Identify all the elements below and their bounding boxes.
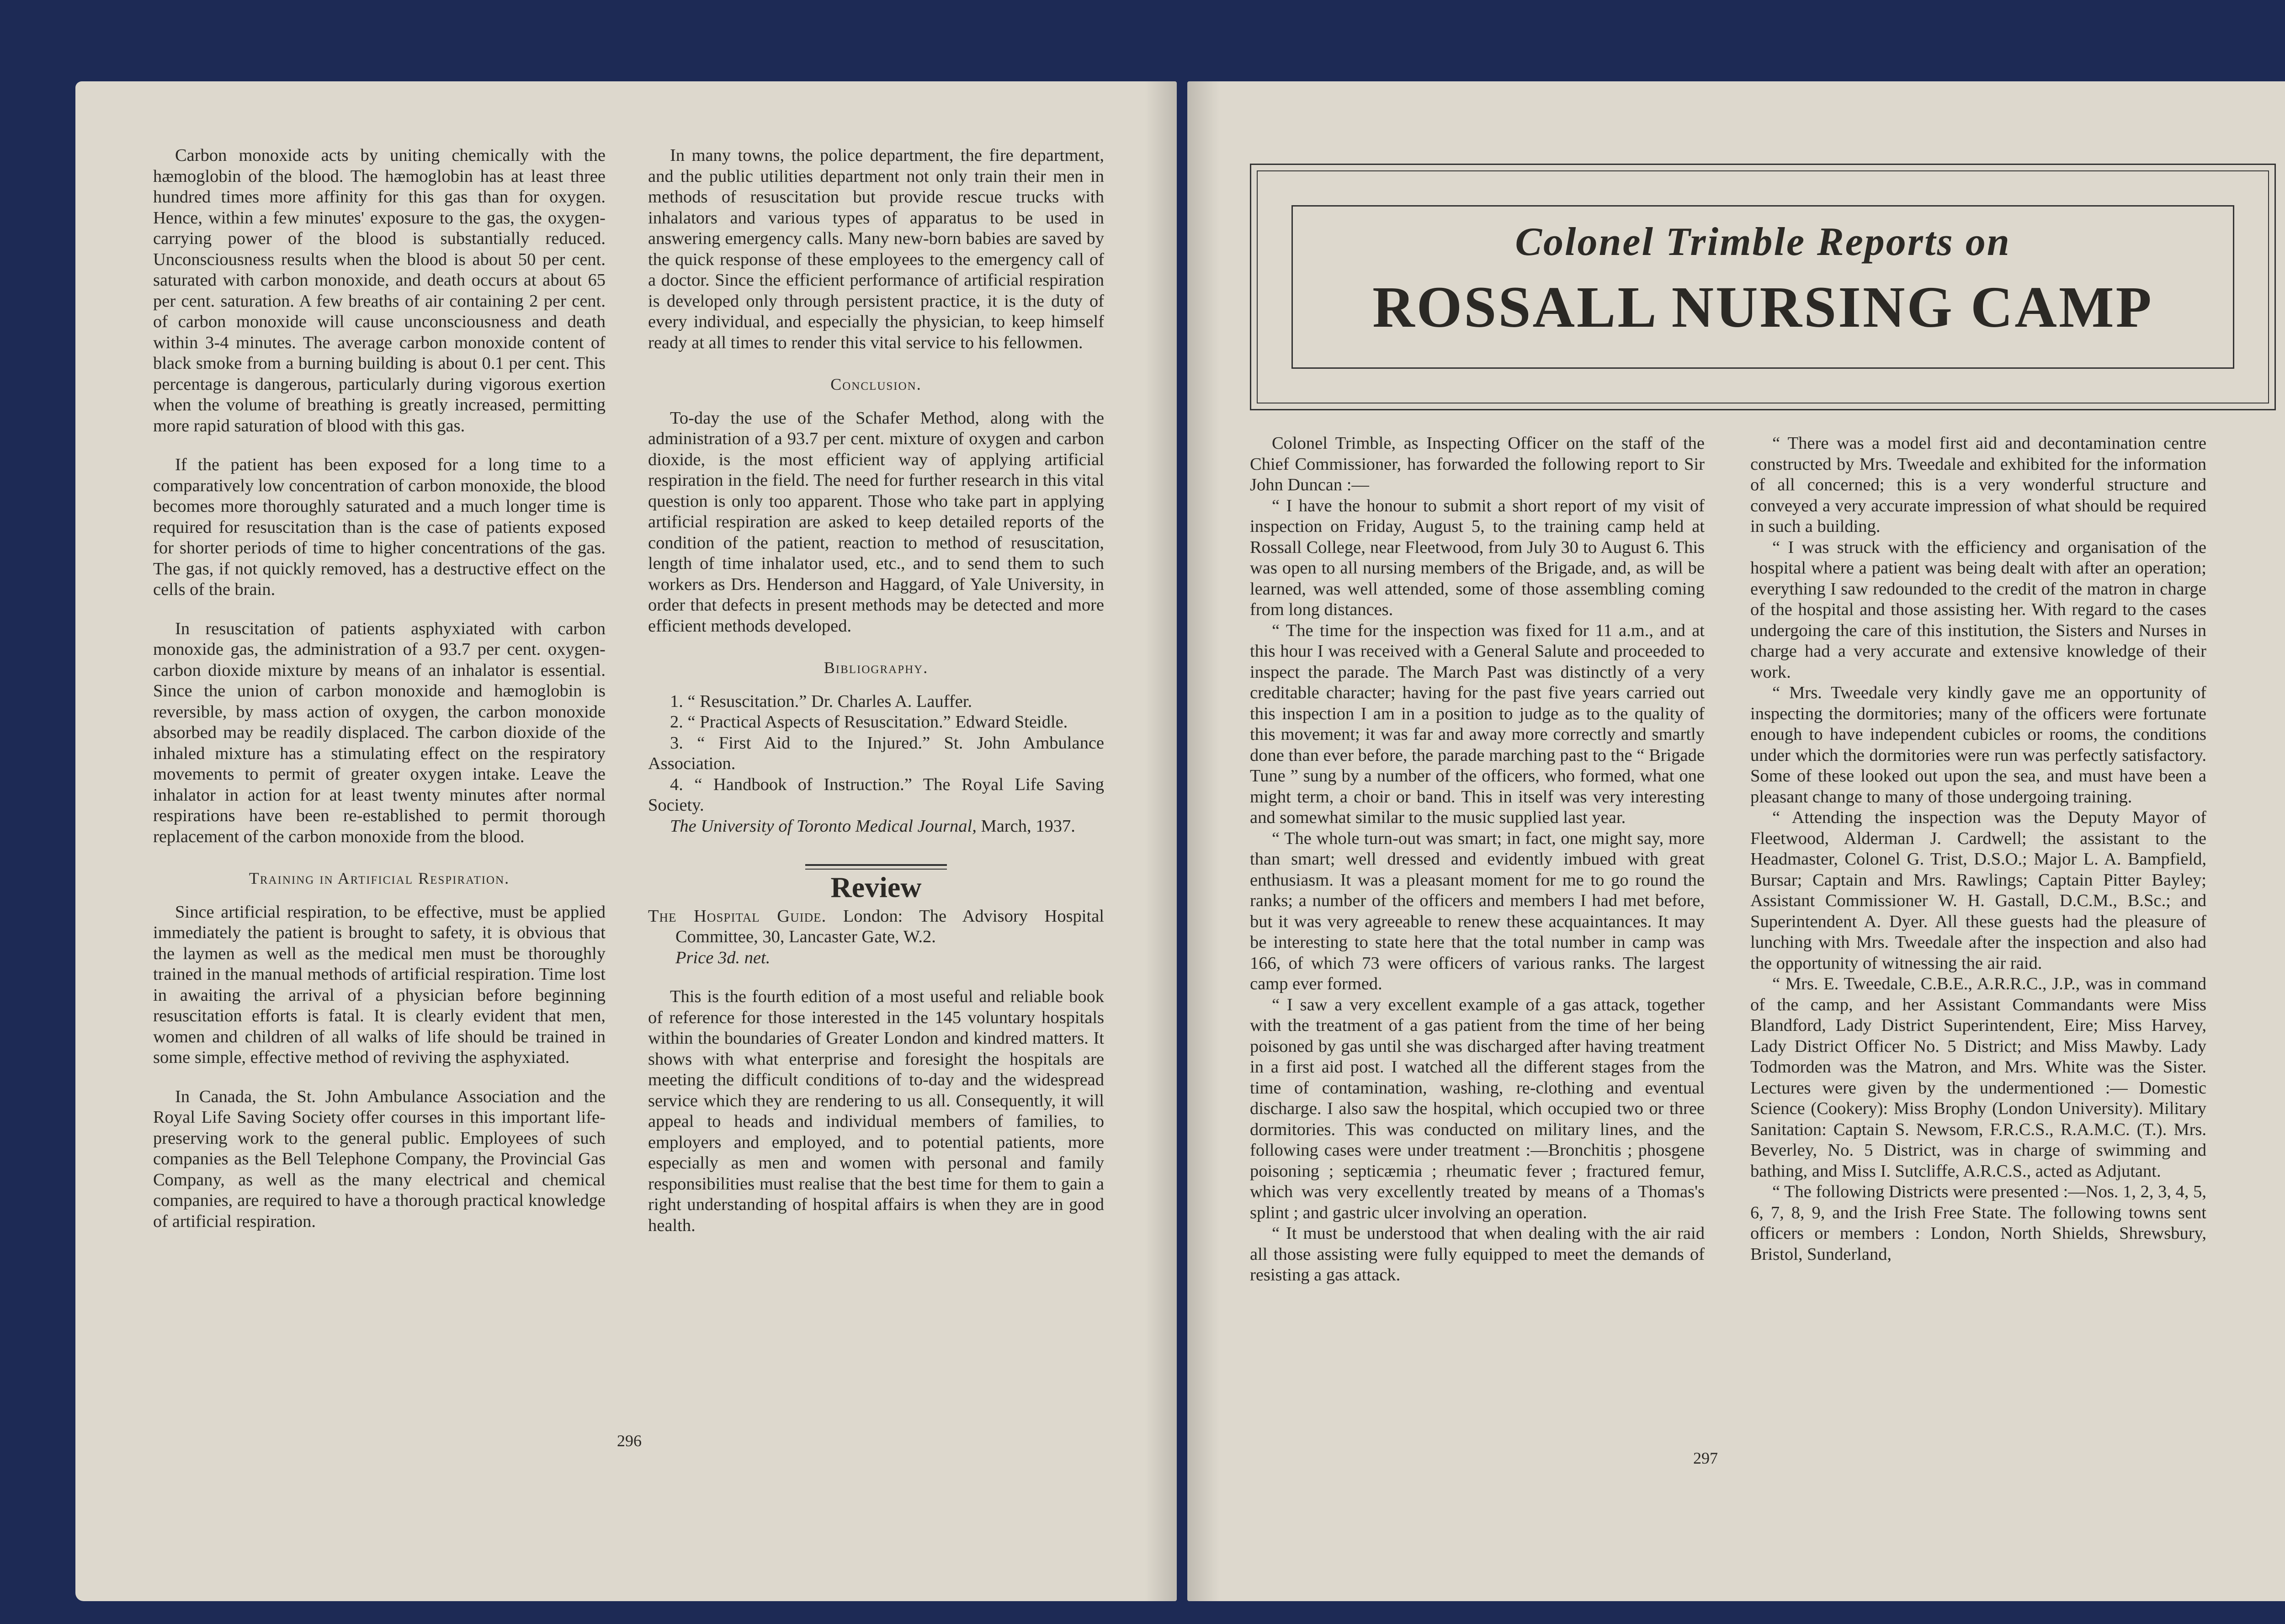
review-book-citation — [648, 906, 1104, 969]
paragraph: “ Mrs. Tweedale very kindly gave me an opportunity of inspecting the dormitories; many of the officers were fortunate enough to have independent cubicles or rooms, the conditions under which the dormitories were run was perfectly satisfactory. Some of these looked out upon the sea, and must have been a pleasant change to many of those undergoing training. — [1750, 683, 2206, 807]
source-citation — [648, 816, 1104, 837]
gutter-shadow — [1187, 81, 1219, 1601]
paragraph: “ There was a model first aid and decontamination centre constructed by Mrs. Tweedale and exhibited for the information of all concerned; this is a very wonderful structure and conveyed a very accurate impression of what should be required in such a building. — [1750, 434, 2206, 536]
paragraph: In resuscitation of patients asphyxiated with carbon monoxide gas, the administration of a 93.7 per cent. oxygen-carbon dioxide mixture by means of an inhalator is essential. Since the union of carbon monoxide and hæmoglobin is reversible, by mass action of oxygen, the carbon monoxide absorbed may be readily displaced. The carbon dioxide of the inhaled mixture has a stimulating effect on the respiratory movements to permit of greater oxygen intake. Leave the inhalator in action for at least twenty minutes after normal respirations have been re-established to permit thorough replacement of the carbon monoxide from the blood. — [153, 619, 606, 846]
paragraph: This is the fourth edition of a most useful and reliable book of reference for those interested in the 145 voluntary hospitals within the boundaries of Greater London and kindred matters. It shows with what enterprise and foresight the hospitals are meeting the difficult conditions of to-day and the widespread service which they are rendering to us all. Consequently, it will appeal to heads and individual members of families, to employers and employed, and to potential patients, more especially as men and women with personal and family responsibilities must realise that the best time for them to gain a right understanding of hospital affairs is when they are in good health. — [648, 987, 1104, 1235]
section-heading: Training in Artificial Respiration. — [249, 869, 510, 887]
paragraph: “ It must be understood that when dealing with the air raid all those assisting were fully equipped to meet the demands of resisting a gas attack. — [1250, 1224, 1705, 1284]
left-column-2 — [648, 145, 1104, 1236]
paragraph: Colonel Trimble, as Inspecting Officer on the staff of the Chief Commissioner, has forwarded the following report to Sir John Duncan :— — [1250, 434, 1705, 494]
paragraph: “ I have the honour to submit a short report of my visit of inspection on Friday, August 5, to the training camp held at Rossall College, near Fleetwood, from July 30 to August 6. This was open to all nursing members of the Brigade, and, as will be learned, was well attended, some of those assembling coming from long distances. — [1250, 496, 1705, 619]
bibliography — [648, 691, 1104, 837]
gutter-shadow — [1145, 81, 1177, 1601]
paragraph: “ I saw a very excellent example of a gas attack, together with the treatment of a gas patient from the time of her being poisoned by gas until she was discharged after having treatment in a first aid post. I watched all the different stages from the time of contamination, washing, re-clothing and eventual discharge. I also saw the hospital, which occupied two or three dormitories. This was conducted on military lines, and the following cases were under treatment :—Bronchitis ; phosgene poisoning ; septicæmia ; rheumatic fever ; fractured femur, which was very excellently treated by means of a Thomas's splint ; and gastric ulcer involving an operation. — [1250, 995, 1705, 1222]
article-title-box — [1250, 164, 2276, 410]
paragraph: “ Mrs. E. Tweedale, C.B.E., A.R.R.C., J.P., was in command of the camp, and her Assistant Commandants were Miss Blandford, Lady District Superintendent, Eire; Miss Harvey, Lady District Officer No. 5 District; and Miss Mawby. Lady Todmorden was the Matron, and Mrs. White was the Sister. Lectures were given by the undermentioned :— Domestic Science (Cookery): Miss Brophy (London University). Military Sanitation: Captain S. Newsom, F.R.C.S., R.A.M.C. (T.). Mrs. Beverley, No. 5 District, was in charge of swimming and bathing, and Miss I. Sutcliffe, A.R.C.S., acted as Adjutant. — [1750, 974, 2206, 1181]
section-heading: Conclusion. — [830, 375, 922, 393]
page-number: 297 — [1693, 1449, 1718, 1467]
left-column-1 — [153, 145, 606, 1232]
source-date: March, 1937. — [976, 816, 1075, 836]
right-column-1 — [1250, 433, 1705, 1286]
publisher: London: The Advisory Hospital Committee, 30, Lancaster Gate, W.2. — [675, 906, 1104, 946]
paragraph: To-day the use of the Schafer Method, along with the administration of a 93.7 per cent. mixture of oxygen and carbon dioxide, is the most efficient way of applying artificial respiration in the field. The need for further research in this vital question is only too apparent. Those who take part in applying artificial respiration are asked to keep detailed reports of the condition of the patient, reaction to method of resuscitation, length of time inhalator used, etc., and to send them to such workers as Drs. Henderson and Haggard, of Yale University, in order that defects in present methods may be detected and more efficient methods developed. — [648, 408, 1104, 636]
paragraph: “ The whole turn-out was smart; in fact, one might say, more than smart; well dressed and evidently imbued with great enthusiasm. It was a pleasant moment for me to go round the ranks; a number of the officers and members I had met before, but it was very agreeable to renew these acquaintances. It may be interesting to state here that the total number in camp was 166, of which 73 were officers of various ranks. The largest camp ever formed. — [1250, 828, 1705, 993]
paragraph: If the patient has been exposed for a long time to a comparatively low concentration of carbon monoxide, the blood becomes more thoroughly saturated and a much longer time is required for resuscitation than is the case of patients exposed for shorter periods of time to higher concentrations of the gas. The gas, if not quickly removed, has a destructive effect on the cells of the brain. — [153, 455, 606, 599]
paragraph: Carbon monoxide acts by uniting chemically with the hæmoglobin of the blood. The hæmoglobin has at least three hundred times more affinity for this gas than for oxygen. Hence, within a few minutes' exposure to the gas, the oxygen-carrying power of the blood is substantially reduced. Unconsciousness results when the blood is about 50 per cent. saturated with carbon monoxide, and death occurs at about 65 per cent. saturation. A few breaths of air containing 2 per cent. of carbon monoxide will cause unconsciousness and death within 3-4 minutes. The average carbon monoxide content of black smoke from a burning building is about 0.1 per cent. This percentage is dangerous, particularly during vigorous exertion when the volume of breathing is greatly increased, permitting more rapid saturation of blood with this gas. — [153, 146, 606, 435]
divider — [805, 864, 947, 870]
paragraph: Since artificial respiration, to be effective, must be applied immediately the patient is brought to safety, it is obvious that the laymen as well as the medical men must be thoroughly trained in the manual methods of artificial respiration. Time lost in awaiting the arrival of a physician before beginning resuscitation efforts is fatal. It is clearly evident that men, women and children of all walks of life should be trained in some simple, effective method of reviving the asphyxiated. — [153, 902, 606, 1067]
paragraph: In many towns, the police department, the fire department, and the public utilities department not only train their men in methods of resuscitation but provide rescue trucks with inhalators and various types of apparatus to be used in answering emergency calls. Many new-born babies are saved by the quick response of these employees to the emergency call of a doctor. Since the efficient performance of artificial respiration is developed only through persistent practice, it is the duty of every individual, and especially the physician, to keep himself ready at all times to render this vital service to his fellowmen. — [648, 146, 1104, 352]
book-title: The Hospital Guide. — [648, 906, 827, 926]
bibliography-item: 4. “ Handbook of Instruction.” The Royal Life Saving Society. — [648, 775, 1104, 815]
article-kicker: Colonel Trimble Reports on — [1515, 220, 2011, 264]
section-heading: Bibliography. — [824, 658, 929, 677]
article-headline: ROSSALL NURSING CAMP — [1372, 275, 2153, 340]
bibliography-item: 3. “ First Aid to the Injured.” St. John Ambulance Association. — [648, 733, 1104, 773]
source-journal: The University of Toronto Medical Journal, — [670, 816, 977, 836]
paragraph: “ I was struck with the efficiency and organisation of the hospital where a patient was being dealt with after an operation; everything I saw redounded to the credit of the matron in charge of the hospital and those assisting her. With regard to the cases undergoing the care of this institution, the Sisters and Nurses in charge had a very accurate and extensive knowledge of their work. — [1750, 537, 2206, 682]
bibliography-item: 2. “ Practical Aspects of Resuscitation.” Edward Steidle. — [670, 712, 1068, 732]
page-number: 296 — [617, 1432, 642, 1450]
paragraph: “ Attending the inspection was the Deputy Mayor of Fleetwood, Alderman J. Cardwell; the assistant to the Headmaster, Colonel G. Trist, D.S.O.; Major L. A. Bampfield, Bursar; Captain and Mrs. Rawlings; Captain Pitter Bayley; Assistant Commissioner W. H. Gastall, D.C.M., B.Sc.; and Superintendent A. Dyer. All these guests had the pleasure of lunching with Mrs. Tweedale after the inspection and also had the opportunity of witnessing the air raid. — [1750, 808, 2206, 973]
review-heading: Review — [830, 871, 922, 903]
price: Price 3d. net. — [675, 948, 771, 967]
bibliography-item: 1. “ Resuscitation.” Dr. Charles A. Lauffer. — [670, 691, 972, 711]
paragraph: “ The following Districts were presented :—Nos. 1, 2, 3, 4, 5, 6, 7, 8, 9, and the Irish Free State. The following towns sent officers or members : London, North Shields, Shrewsbury, Bristol, Sunderland, — [1750, 1182, 2206, 1264]
right-column-2 — [1750, 433, 2206, 1265]
paragraph: “ The time for the inspection was fixed for 11 a.m., and at this hour I was received with a General Salute and proceeded to inspect the parade. The March Past was distinctly of a very creditable character; having for the past five years carried out this inspection I am in a position to judge as to the quality of this movement; it was far and away more correctly and smartly done than ever before, the parade marching past to the “ Brigade Tune ” sung by a number of the officers, who formed, what one might term, a choir or band. This in itself was very interesting and somewhat similar to the music supplied last year. — [1250, 621, 1705, 827]
paragraph: In Canada, the St. John Ambulance Association and the Royal Life Saving Society offer courses in this important life-preserving work to the general public. Employees of such companies as the Bell Telephone Company, the Provincial Gas Company, as well as the many electrical and chemical companies, are required to have a thorough practical knowledge of artificial respiration. — [153, 1087, 606, 1231]
